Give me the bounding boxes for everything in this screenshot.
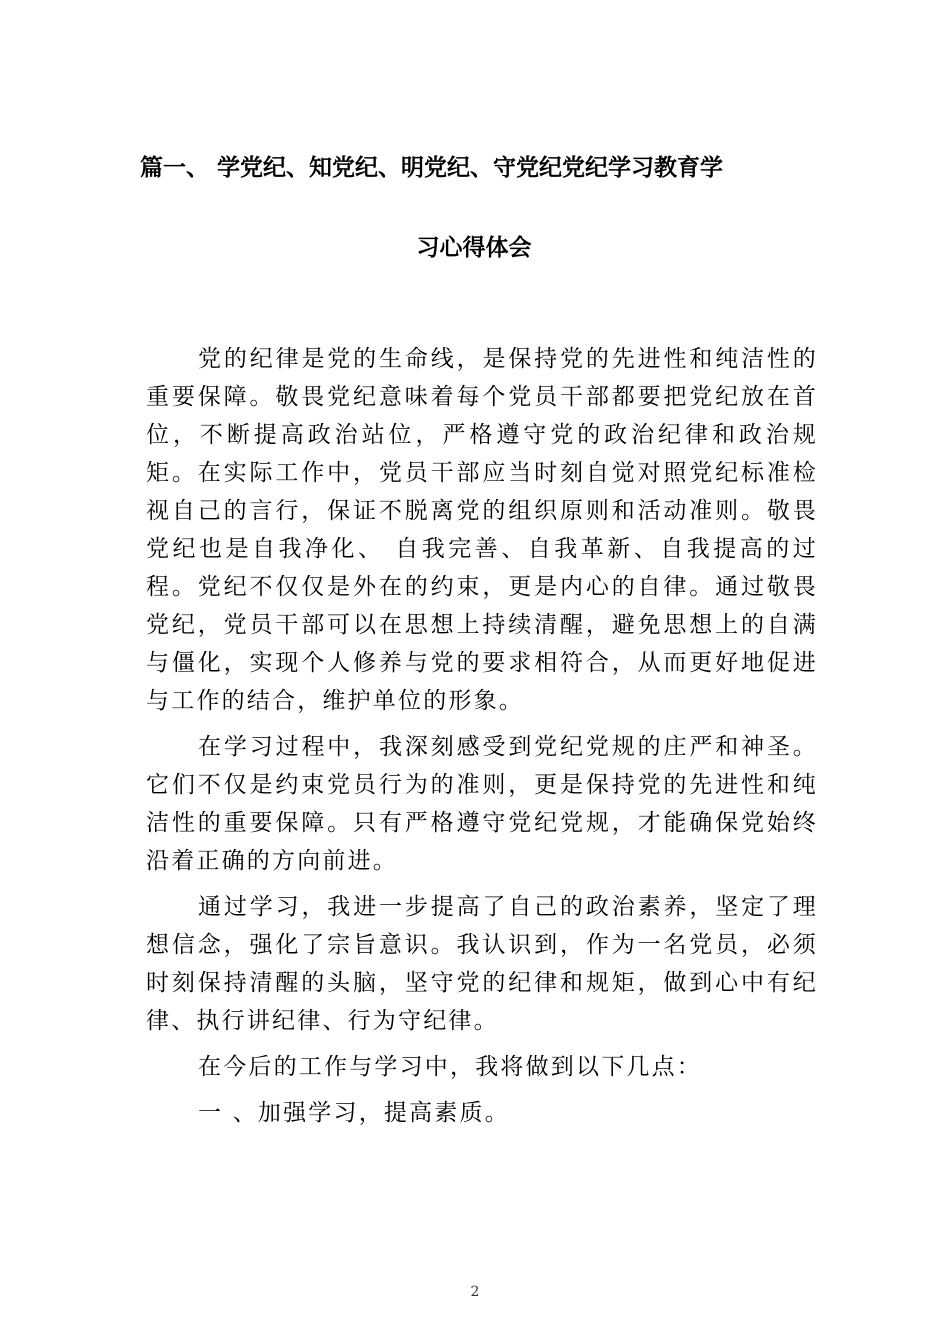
paragraph-3: 通过学习，我进一步提高了自己的政治素养，坚定了理想信念，强化了宗旨意识。我认识到，作为一名党员，必须时刻保持清醒的头脑，坚守党的纪律和规矩，做到心中有纪律、执行讲纪律、行为守纪律。 xyxy=(146,894,818,1034)
paragraph-5: 一 、加强学习，提高素质。 xyxy=(198,1100,510,1126)
document-body xyxy=(146,340,818,1132)
document-title-line-1: 篇一、 学党纪、知党纪、明党纪、守党纪党纪学习教育学 xyxy=(140,155,724,181)
page-number: 2 xyxy=(470,1284,480,1300)
paragraph-4: 在今后的工作与学习中，我将做到以下几点： xyxy=(198,1054,702,1080)
document-title-line-2: 习心得体会 xyxy=(416,235,532,261)
paragraph-1: 党的纪律是党的生命线，是保持党的先进性和纯洁性的重要保障。敬畏党纪意味着每个党员干部都要把党纪放在首位，不断提高政治站位，严格遵守党的政治纪律和政治规矩。在实际工作中，党员干部应当时刻自觉对照党纪标准检视自己的言行，保证不脱离党的组织原则和活动准则。敬畏党纪也是自我净化、 自我完善、自我革新、自我提高的过程。党纪不仅仅是外在的约束，更是内心的自律。通过敬畏党纪，党员干部可以在思想上持续清醒，避免思想上的自满与僵化，实现个人修养与党的要求相符合，从而更好地促进与工作的结合，维护单位的形象。 xyxy=(146,346,818,714)
paragraph-2: 在学习过程中，我深刻感受到党纪党规的庄严和神圣。它们不仅是约束党员行为的准则，更是保持党的先进性和纯洁性的重要保障。只有严格遵守党纪党规，才能确保党始终沿着正确的方向前进。 xyxy=(146,734,818,874)
